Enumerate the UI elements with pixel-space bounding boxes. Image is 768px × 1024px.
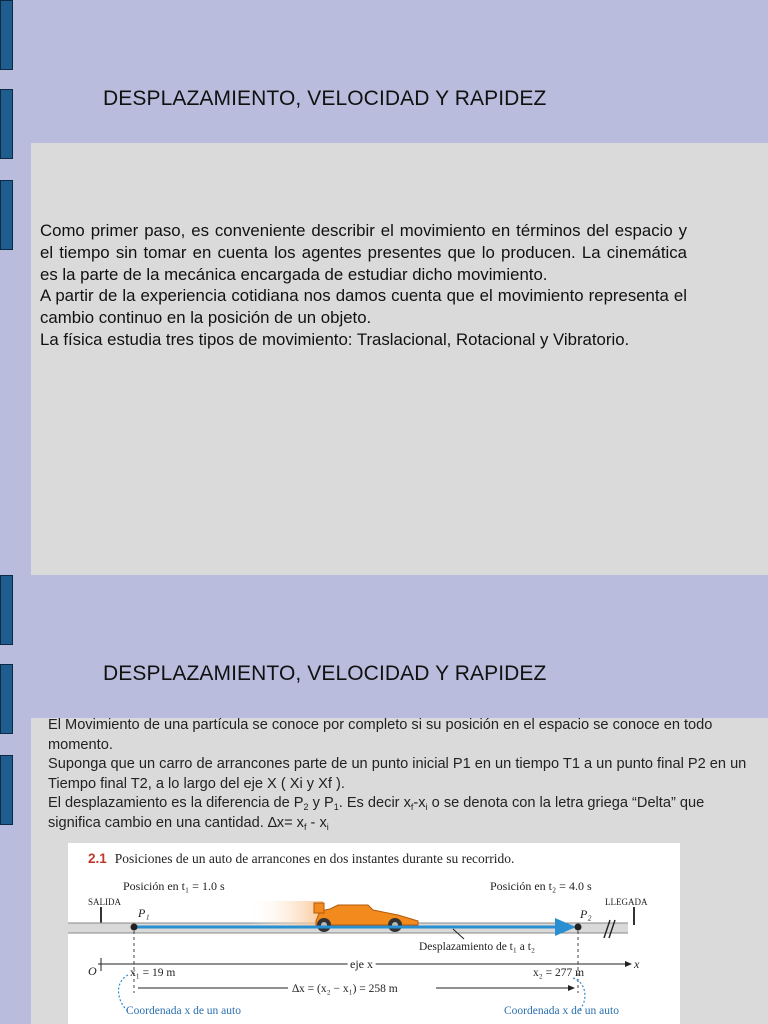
slide-tab (0, 575, 13, 645)
content-panel (31, 143, 768, 575)
paragraph: El Movimiento de una partícula se conoce por completo si su posición en el espacio se conoce en todo momento. (48, 717, 713, 753)
slide-tab (0, 664, 13, 734)
start-label: SALIDA (88, 897, 121, 907)
coord2-label: Coordenada x de un auto (504, 1005, 619, 1017)
figure-number: 2.1 (88, 851, 107, 866)
position2-label: Posición en t₂ = 4.0 s (490, 879, 592, 893)
finish-label: LLEGADA (605, 897, 648, 907)
x-axis-label: x (634, 957, 640, 971)
position1-label: Posición en t₁ = 1.0 s (123, 879, 225, 893)
axis-label: eje x (350, 957, 373, 971)
slide-tab (0, 89, 13, 159)
displacement-label: Desplazamiento de t₁ a t₂ (419, 941, 535, 953)
slide-tab (0, 180, 13, 250)
slide-2 (0, 575, 768, 1024)
slide-title: DESPLAZAMIENTO, VELOCIDAD Y RAPIDEZ (103, 87, 547, 110)
figure-drawing (68, 843, 680, 1024)
x1-label: x₁ = 19 m (130, 967, 176, 979)
p1-label: P₁ (138, 906, 150, 920)
x2-label: x₂ = 277 m (533, 967, 585, 979)
body-text (48, 716, 748, 834)
origin-label: O (88, 964, 97, 978)
paragraph: A partir de la experiencia cotidiana nos damos cuenta que el movimiento representa el cambio continuo en la posición de un objeto. (40, 286, 687, 328)
p2-label: P₂ (580, 907, 592, 921)
slide-tab (0, 0, 13, 70)
body-text (40, 220, 687, 351)
paragraph: La física estudia tres tipos de movimiento: Traslacional, Rotacional y Vibratorio. (40, 329, 630, 349)
delta-label: ∆x = (x₂ − x₁) = 258 m (292, 983, 398, 995)
figure-caption: 2.1 Posiciones de un auto de arrancones en dos instantes durante su recorrido. (88, 851, 515, 866)
drag-race-figure (68, 843, 680, 1024)
slide-tab (0, 755, 13, 825)
slide-title: DESPLAZAMIENTO, VELOCIDAD Y RAPIDEZ (103, 662, 547, 685)
coord1-label: Coordenada x de un auto (126, 1005, 241, 1017)
paragraph: Suponga que un carro de arrancones parte de un punto inicial P1 en un tiempo T1 a un punto final P2 en un Tiempo final T2, a lo largo del eje X ( Xi y Xf ). (48, 756, 747, 792)
paragraph: Como primer paso, es conveniente describir el movimiento en términos del espacio y el tiempo sin tomar en cuenta los agentes presentes que lo producen. La cinemática es la parte de la mecánica encargada de estudiar dicho movimiento. (40, 221, 687, 284)
paragraph: El desplazamiento es la diferencia de $P_2$ y $P_1$. Es decir $x_f-x_i$ o se denota con la letra griega “Delta” que significa cambio en una cantidad. $\Delta x= x_f - x_i$ (48, 795, 705, 832)
